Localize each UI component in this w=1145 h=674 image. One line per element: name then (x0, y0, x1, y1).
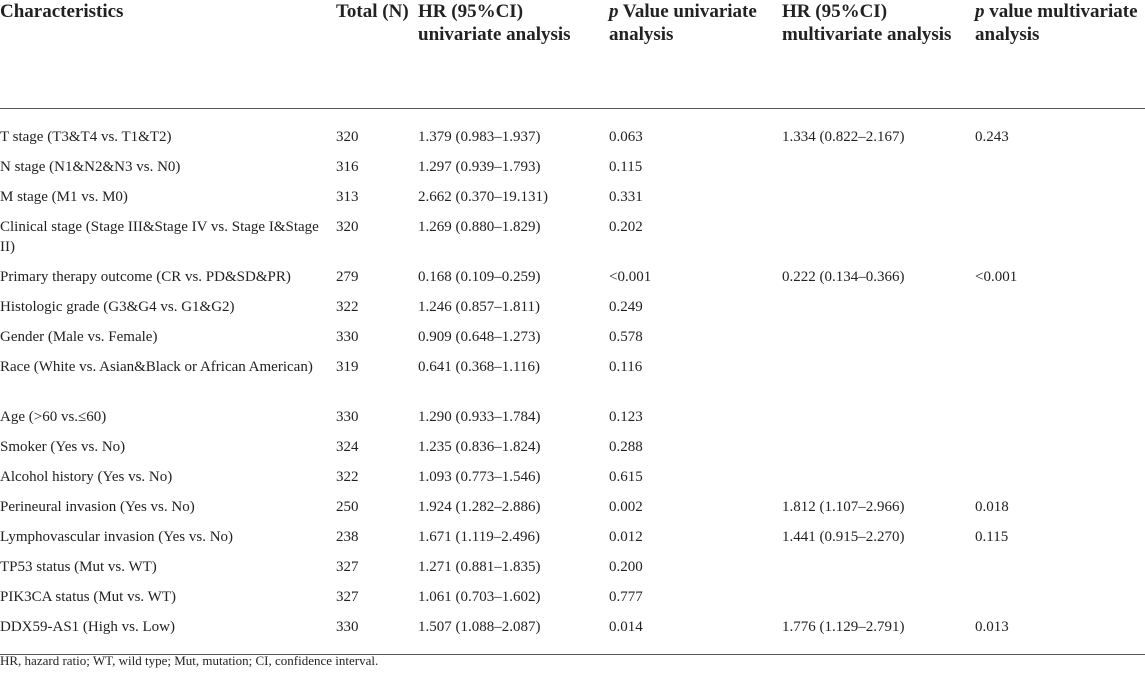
header-hr-multivariate: HR (95%CI) multivariate analysis (782, 0, 975, 109)
p-univariate-cell: 0.014 (609, 617, 782, 655)
table-row (0, 527, 1145, 557)
characteristic-cell: N stage (N1&N2&N3 vs. N0) (0, 159, 181, 175)
p-multivariate-cell (975, 557, 1145, 587)
header-p-univariate: p Value univariate analysis (609, 0, 782, 109)
total-cell: 319 (336, 359, 359, 375)
p-univariate-cell: 0.202 (609, 219, 643, 235)
hr-multivariate-cell (782, 407, 975, 437)
p-univariate-cell: 0.115 (609, 159, 643, 175)
p-univariate-cell: <0.001 (609, 269, 652, 285)
p-multivariate-cell (975, 587, 1145, 617)
total-cell: 324 (336, 439, 359, 455)
total-cell: 330 (336, 409, 359, 425)
characteristic-cell: Gender (Male vs. Female) (0, 329, 158, 345)
p-multivariate-cell (975, 467, 1145, 497)
total-cell: 322 (336, 469, 359, 485)
table-row (0, 109, 1145, 158)
p-univariate-cell: 0.288 (609, 439, 643, 455)
p-univariate-cell: 0.002 (609, 499, 643, 515)
table-row (0, 327, 1145, 357)
hr-multivariate-cell (782, 557, 975, 587)
table-row (0, 617, 1145, 655)
hr-univariate-cell: 1.093 (0.773–1.546) (418, 469, 541, 485)
hr-multivariate-cell: 1.776 (1.129–2.791) (782, 617, 975, 655)
p-multivariate-cell: <0.001 (975, 269, 1018, 285)
p-univariate-cell: 0.012 (609, 529, 643, 545)
table-row (0, 267, 1145, 297)
hr-univariate-cell: 2.662 (0.370–19.131) (418, 189, 548, 205)
table-row (0, 467, 1145, 497)
characteristic-cell: T stage (T3&T4 vs. T1&T2) (0, 129, 172, 145)
hr-multivariate-cell (782, 437, 975, 467)
characteristic-cell: Smoker (Yes vs. No) (0, 439, 126, 455)
hr-multivariate-cell: 0.222 (0.134–0.366) (782, 269, 905, 285)
characteristic-cell: PIK3CA status (Mut vs. WT) (0, 589, 176, 605)
hr-multivariate-cell (782, 297, 975, 327)
total-cell: 316 (336, 159, 359, 175)
total-cell: 313 (336, 189, 359, 205)
table-row (0, 357, 1145, 407)
p-multivariate-cell (975, 217, 1145, 267)
total-cell: 320 (336, 219, 359, 235)
hr-multivariate-cell (782, 217, 975, 267)
p-univariate-cell: 0.063 (609, 129, 643, 145)
table-row (0, 187, 1145, 217)
characteristic-cell: Race (White vs. Asian&Black or African American) (0, 359, 313, 375)
total-cell: 327 (336, 559, 359, 575)
hr-univariate-cell: 0.168 (0.109–0.259) (418, 269, 541, 285)
p-multivariate-cell (975, 157, 1145, 187)
hr-multivariate-cell (782, 157, 975, 187)
hr-multivariate-cell: 1.812 (1.107–2.966) (782, 499, 905, 515)
hr-univariate-cell: 1.269 (0.880–1.829) (418, 219, 541, 235)
p-multivariate-cell (975, 437, 1145, 467)
p-univariate-cell: 0.331 (609, 189, 643, 205)
p-multivariate-cell (975, 407, 1145, 437)
characteristic-cell: Histologic grade (G3&G4 vs. G1&G2) (0, 299, 235, 315)
table-row (0, 587, 1145, 617)
hr-univariate-cell: 1.246 (0.857–1.811) (418, 299, 540, 315)
hr-univariate-cell: 0.641 (0.368–1.116) (418, 359, 540, 375)
total-cell: 238 (336, 529, 359, 545)
hr-multivariate-cell (782, 357, 975, 407)
hr-multivariate-cell (782, 327, 975, 357)
characteristic-cell: Alcohol history (Yes vs. No) (0, 469, 173, 485)
hr-univariate-cell: 1.061 (0.703–1.602) (418, 589, 541, 605)
header-p-multivariate: p value multivariate analysis (975, 0, 1145, 109)
table-row (0, 497, 1145, 527)
p-univariate-cell: 0.615 (609, 469, 643, 485)
p-multivariate-cell: 0.243 (975, 129, 1009, 145)
p-multivariate-cell: 0.115 (975, 529, 1009, 545)
table-row (0, 217, 1145, 267)
table-row (0, 297, 1145, 327)
p-univariate-cell: 0.123 (609, 409, 643, 425)
hr-univariate-cell: 1.290 (0.933–1.784) (418, 409, 541, 425)
p-univariate-cell: 0.777 (609, 589, 643, 605)
p-multivariate-cell: 0.013 (975, 617, 1145, 655)
characteristic-cell: Clinical stage (Stage III&Stage IV vs. Stage I&Stage II) (0, 219, 319, 255)
header-characteristics: Characteristics (0, 0, 336, 109)
total-cell: 330 (336, 329, 359, 345)
characteristic-cell: Primary therapy outcome (CR vs. PD&SD&PR) (0, 269, 291, 285)
hr-multivariate-cell: 1.441 (0.915–2.270) (782, 529, 905, 545)
p-univariate-cell: 0.116 (609, 359, 643, 375)
hr-univariate-cell: 1.507 (1.088–2.087) (418, 617, 609, 655)
p-multivariate-cell (975, 187, 1145, 217)
hr-univariate-cell: 1.671 (1.119–2.496) (418, 529, 540, 545)
p-univariate-cell: 0.578 (609, 329, 643, 345)
total-cell: 250 (336, 499, 359, 515)
characteristic-cell: DDX59-AS1 (High vs. Low) (0, 617, 336, 655)
hr-univariate-cell: 1.271 (0.881–1.835) (418, 559, 541, 575)
table-row (0, 437, 1145, 467)
characteristic-cell: Perineural invasion (Yes vs. No) (0, 499, 195, 515)
characteristic-cell: Age (>60 vs.≤60) (0, 409, 107, 425)
header-total: Total (N) (336, 0, 418, 109)
header-hr-univariate: HR (95%CI) univariate analysis (418, 0, 609, 109)
characteristic-cell: M stage (M1 vs. M0) (0, 189, 128, 205)
hr-univariate-cell: 0.909 (0.648–1.273) (418, 329, 541, 345)
hr-univariate-cell: 1.379 (0.983–1.937) (418, 129, 541, 145)
table-row (0, 407, 1145, 437)
total-cell: 320 (336, 129, 359, 145)
hr-multivariate-cell (782, 467, 975, 497)
p-univariate-cell: 0.200 (609, 559, 643, 575)
hr-univariate-cell: 1.235 (0.836–1.824) (418, 439, 541, 455)
table-row (0, 157, 1145, 187)
total-cell: 279 (336, 269, 359, 285)
p-multivariate-cell (975, 327, 1145, 357)
table-header (0, 0, 1145, 109)
p-multivariate-cell: 0.018 (975, 499, 1009, 515)
hr-univariate-cell: 1.297 (0.939–1.793) (418, 159, 541, 175)
table-row (0, 557, 1145, 587)
p-univariate-cell: 0.249 (609, 299, 643, 315)
table-body (0, 109, 1145, 655)
total-cell: 322 (336, 299, 359, 315)
hr-multivariate-cell (782, 187, 975, 217)
hr-multivariate-cell: 1.334 (0.822–2.167) (782, 129, 905, 145)
p-multivariate-cell (975, 297, 1145, 327)
p-multivariate-cell (975, 357, 1145, 407)
characteristic-cell: TP53 status (Mut vs. WT) (0, 559, 157, 575)
characteristic-cell: Lymphovascular invasion (Yes vs. No) (0, 529, 234, 545)
hr-univariate-cell: 1.924 (1.282–2.886) (418, 499, 541, 515)
total-cell: 330 (336, 617, 418, 655)
table-footnote: HR, hazard ratio; WT, wild type; Mut, mutation; CI, confidence interval. (0, 653, 379, 668)
total-cell: 327 (336, 589, 359, 605)
hr-multivariate-cell (782, 587, 975, 617)
